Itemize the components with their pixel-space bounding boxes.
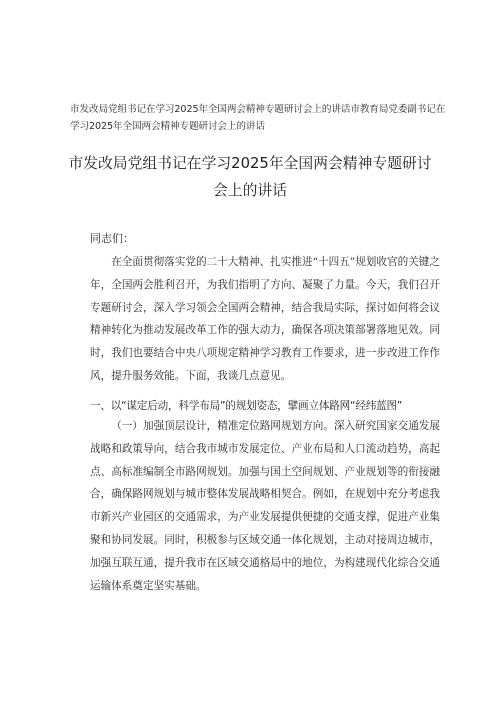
body-paragraph-intro	[90, 251, 440, 388]
salutation: 同志们：	[90, 232, 134, 245]
page-title-line-1: 市发改局党组书记在学习2025年全国两会精神专题研讨	[68, 155, 432, 172]
page-title	[60, 150, 440, 204]
paragraph-text: （一）加强顶层设计，精准定位路网规划方向。深入研究国家交通发展战略和政策导向，结合我市城市发展定位、产业布局和人口流动趋势，高起点、高标准编制全市路网规划。加强与国土空间规划、产业规划等的衔接融合，确保路网规划与城市整体发展战略相契合。例如，在规划中充分考虑我市新兴产业园区的交通需求，为产业发展提供便捷的交通支撑，促进产业集聚和协同发展。同时，积极参与区域交通一体化规划，主动对接周边城市，加强互联互通，提升我市在区域交通格局中的地位，为构建现代化综合交通运输体系奠定坚实基础。	[90, 420, 440, 592]
section-heading: 一、以“谋定后动，科学布局”的规划姿态，擘画立体路网“经纬蓝图”	[90, 400, 403, 412]
paragraph-text: 在全面贯彻落实党的二十大精神、扎实推进“十四五”规划收官的关键之年，全国两会胜利召开，为我们指明了方向、凝聚了力量。今天，我们召开专题研讨会，深入学习领会全国两会精神，结合我局实际，探讨如何将会议精神转化为推动发展改革工作的强大动力，确保各项决策部署落地见效。同时，我们也要结合中央八项规定精神学习教育工作要求，进一步改进工作作风，提升服务效能。下面，我谈几点意见。	[90, 256, 440, 382]
document-header-title: 市发改局党组书记在学习2025年全国两会精神专题研讨会上的讲话市教育局党委副书记在学习2025年全国两会精神专题研讨会上的讲话	[70, 104, 446, 132]
page-title-line-2: 会上的讲话	[213, 182, 287, 199]
body-paragraph-section-1	[90, 415, 440, 597]
